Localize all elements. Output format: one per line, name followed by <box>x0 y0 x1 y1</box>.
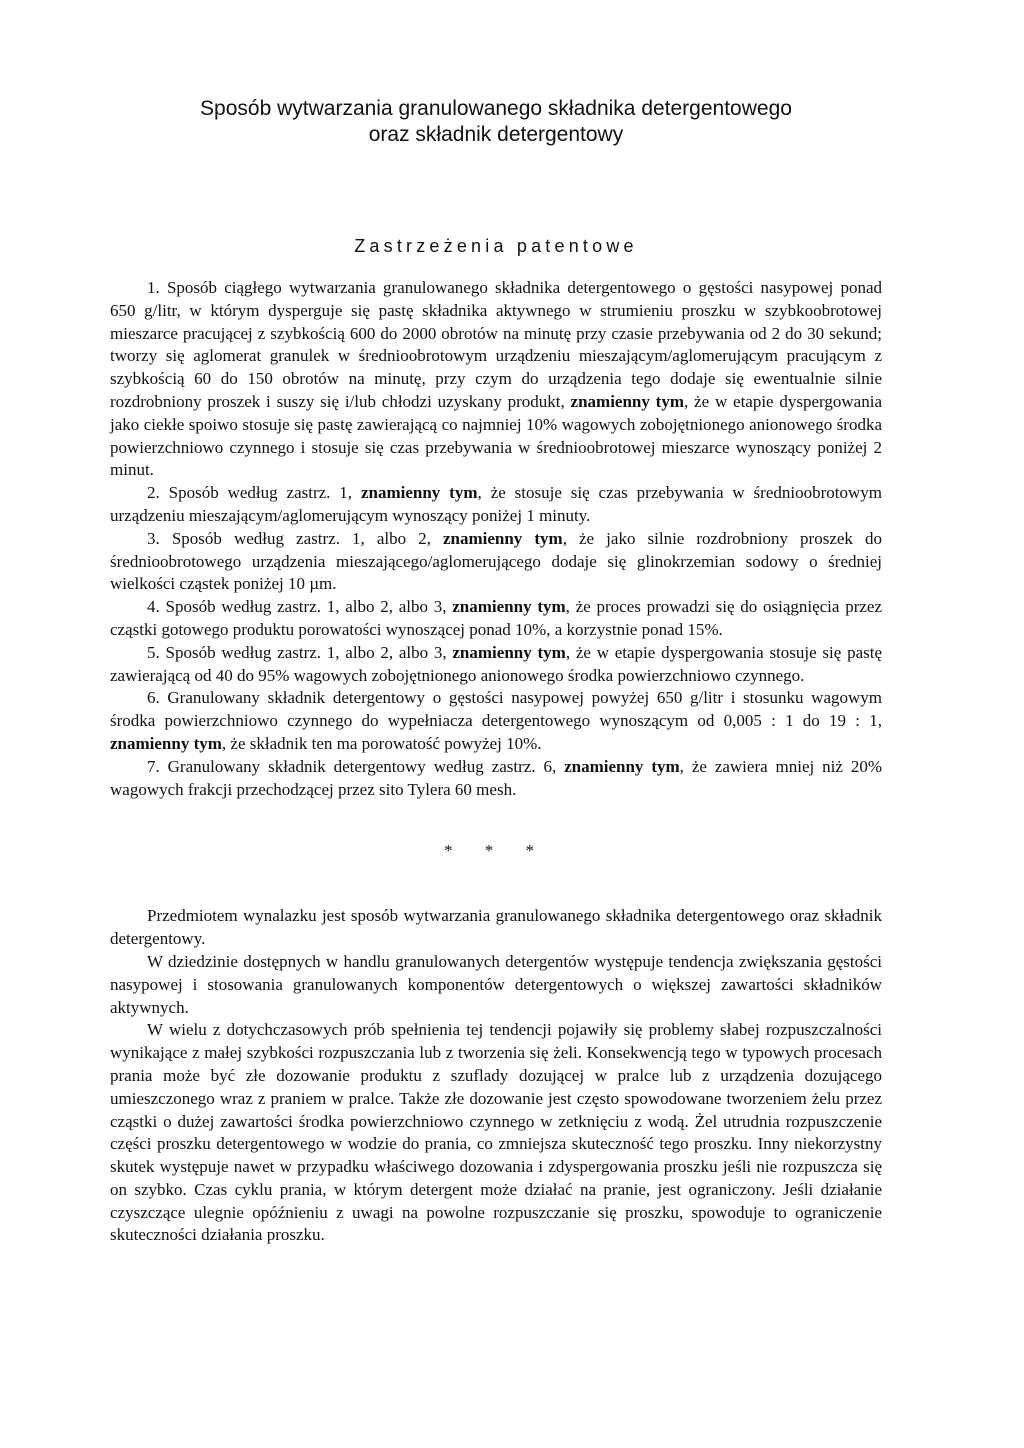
document-title <box>110 96 882 148</box>
claim-text: 2. Sposób według zastrz. 1, <box>147 483 361 503</box>
claim-text: 7. Granulowany składnik detergentowy według zastrz. 6, <box>147 756 565 776</box>
claim-4 <box>110 596 882 642</box>
description-paragraph: Przedmiotem wynalazku jest sposób wytwarzania granulowanego składnika detergentowego oraz składnik detergentowy. <box>110 906 882 949</box>
claim-keyword: znamienny tym <box>452 642 566 662</box>
claim-text: , że w etapie dyspergowania jako ciekłe spoiwo stosuje się pastę zawierającą co najmniej 10% wagowych zobojętnionego anionowego środka powierzchniowo czynnego i stosuje się czas przebywania w średnioobrotowej mieszarce wynoszący poniżej 2 minut. <box>110 391 883 480</box>
claim-3 <box>110 528 882 596</box>
claims-list <box>110 277 882 801</box>
claim-text: 4. Sposób według zastrz. 1, albo 2, albo 3, <box>147 597 453 617</box>
description-body <box>110 905 882 1247</box>
claim-text: , że zawiera mniej niż 20% wagowych frakcji przechodzącej przez sito Tylera 60 mesh. <box>110 756 883 799</box>
claim-text: , że składnik ten ma porowatość powyżej 10%. <box>221 733 542 753</box>
section-separator: * * * <box>444 841 548 861</box>
description-paragraph: W wielu z dotychczasowych prób spełnienia tej tendencji pojawiły się problemy słabej rozpuszczalności wynikające z małej szybkości rozpuszczania lub z tworzenia się żeli. Konsekwencją tego w typowych procesach prania może być złe dozowanie produktu z szuflady dozującej w pralce lub z urządzenia dozującego umieszczonego wraz z praniem w pralce. Także złe dozowanie jest często spowodowane tworzeniem żelu przez cząstki o dużej zawartości środka powierzchniowo czynnego w zetknięciu z wodą. Żel utrudnia rozpuszczenie części proszku detergentowego w wodzie do prania, co zmniejsza skuteczność tego proszku. Inny niekorzystny skutek występuje nawet w przypadku właściwego dozowania i zdyspergowania proszku jeśli nie rozpuszcza się on szybko. Czas cyklu prania, w którym detergent może działać na pranie, jest ograniczony. Jeśli działanie czyszczące ulegnie opóźnieniu z uwagi na powolne rozpuszczanie się proszku, spowoduje to ograniczenie skuteczności działania proszku. <box>110 1020 882 1245</box>
claim-2 <box>110 482 882 528</box>
claim-keyword: znamienny tym <box>452 597 566 617</box>
claim-text: , że w etapie dyspergowania stosuje się pastę zawierającą od 40 do 95% wagowych zobojętnionego anionowego środka powierzchniowo czynnego. <box>110 642 882 685</box>
claim-5 <box>110 642 882 688</box>
claim-6 <box>110 687 882 755</box>
document-page <box>110 96 882 1247</box>
claim-keyword: znamienny tym <box>110 733 222 753</box>
claim-text: 6. Granulowany składnik detergentowy o gęstości nasypowej powyżej 650 g/litr i stosunku wagowym środka powierzchniowo czynnego do wypełniacza detergentowego wynoszącym od 0,005 : 1 do 19 : 1, <box>110 688 882 731</box>
claim-keyword: znamienny tym <box>570 391 685 411</box>
title-line-2: oraz składnik detergentowy <box>368 123 624 146</box>
claim-keyword: znamienny tym <box>360 483 478 503</box>
claim-1 <box>110 277 882 482</box>
claim-text: , że proces prowadzi się do osiągnięcia przez cząstki gotowego produktu porowatości wynoszącej ponad 10%, a korzystnie ponad 15%. <box>110 597 882 639</box>
claim-text: , że stosuje się czas przebywania w średnioobrotowym urządzeniu mieszającym/aglomerującym wynoszący poniżej 1 minuty. <box>110 483 882 525</box>
claim-text: 5. Sposób według zastrz. 1, albo 2, albo 3, <box>147 642 453 662</box>
claim-text: 3. Sposób według zastrz. 1, albo 2, <box>147 528 443 548</box>
claim-keyword: znamienny tym <box>564 756 680 776</box>
claim-keyword: znamienny tym <box>442 528 563 548</box>
section-heading: Zastrzeżenia patentowe <box>354 236 638 256</box>
description-paragraph: W dziedzinie dostępnych w handlu granulowanych detergentów występuje tendencja zwiększania gęstości nasypowej i stosowania granulowanych komponentów detergentowych o większej zawartości składników aktywnych. <box>110 951 882 1017</box>
claim-7 <box>110 756 882 802</box>
claim-text: 1. Sposób ciągłego wytwarzania granulowanego składnika detergentowego o gęstości nasypowej ponad 650 g/litr, w którym dysperguje się pastę składnika aktywnego w strumieniu proszku w szybkoobrotowej mieszarce pracującej z szybkością 600 do 2000 obrotów na minutę przy czasie przebywania od 2 do 30 sekund; tworzy się aglomerat granulek w średnioobrotowym urządzeniu mieszającym/aglomerującym pracującym z szybkością 60 do 150 obrotów na minutę, przy czym do urządzenia tego dodaje się ewentualnie silnie rozdrobniony proszek i suszy się i/lub chłodzi uzyskany produkt, <box>110 278 882 411</box>
claim-text: , że jako silnie rozdrobniony proszek do średnioobrotowego urządzenia mieszającego/aglomerującego dodaje się glinokrzemian sodowy o średniej wielkości cząstek poniżej 10 µm. <box>110 528 882 594</box>
title-line-1: Sposób wytwarzania granulowanego składnika detergentowego <box>200 97 792 120</box>
